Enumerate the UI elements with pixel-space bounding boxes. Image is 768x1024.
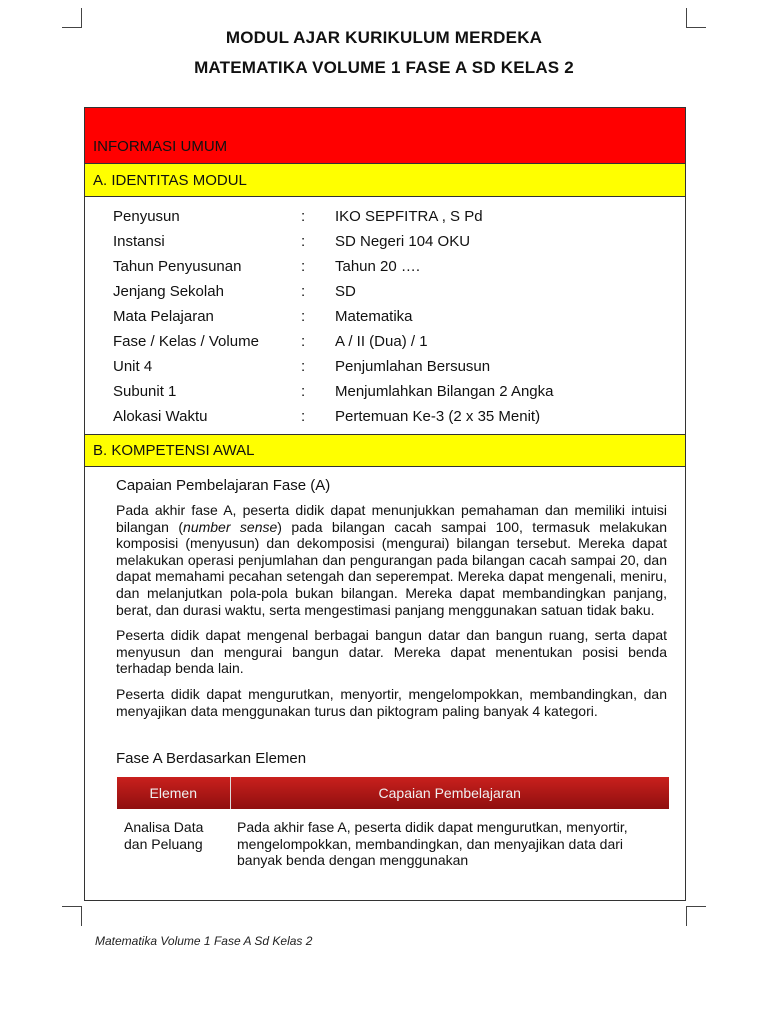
identity-label: Tahun Penyusunan xyxy=(113,258,242,275)
kompetensi-awal-section xyxy=(85,467,685,869)
identity-colon: : xyxy=(301,333,306,350)
elemen-heading: Fase A Berdasarkan Elemen xyxy=(116,750,307,768)
identity-colon: : xyxy=(301,258,306,275)
identity-colon: : xyxy=(301,358,306,375)
identity-value: A / II (Dua) / 1 xyxy=(335,333,428,350)
identity-value: Matematika xyxy=(335,308,413,325)
identity-value: Penjumlahan Bersusun xyxy=(335,358,491,375)
identity-value: Menjumlahkan Bilangan 2 Angka xyxy=(335,383,554,400)
identity-row xyxy=(113,254,685,279)
identity-value: SD xyxy=(335,283,356,300)
capaian-cell: Pada akhir fase A, peserta didik dapat mengurutkan, menyortir, mengelompokkan, membandingkan, dan menyajikan data dari banyak benda dengan menggunakan xyxy=(237,819,628,869)
cp-paragraph-3: Peserta didik dapat mengurutkan, menyortir, mengelompokkan, membandingkan, dan menyajikan data menggunakan turus dan piktogram paling banyak 4 kategori. xyxy=(116,685,667,719)
info-umum-header: INFORMASI UMUM xyxy=(85,108,685,164)
crop-mark-top-right xyxy=(686,8,706,28)
identity-label: Instansi xyxy=(113,233,165,250)
identitas-modul-header: A. IDENTITAS MODUL xyxy=(85,164,685,197)
crop-mark-bottom-right xyxy=(686,906,706,926)
identity-label: Fase / Kelas / Volume xyxy=(113,333,259,350)
kompetensi-awal-header: B. KOMPETENSI AWAL xyxy=(85,434,685,467)
identity-colon: : xyxy=(301,233,306,250)
crop-mark-top-left xyxy=(62,8,82,28)
identity-value: IKO SEPFITRA , S Pd xyxy=(335,208,483,225)
number-sense-term: number sense xyxy=(183,518,278,535)
identity-colon: : xyxy=(301,283,306,300)
identity-colon: : xyxy=(301,308,306,325)
cp-paragraph-2: Peserta didik dapat mengenal berbagai bangun datar dan bangun ruang, serta dapat menyusun dan mengurai bangun datar. Mereka dapat menentukan posisi benda terhadap benda lain. xyxy=(116,627,667,677)
identity-label: Mata Pelajaran xyxy=(113,308,214,325)
document-title-line2: MATEMATIKA VOLUME 1 FASE A SD KELAS 2 xyxy=(194,58,574,77)
identity-label: Unit 4 xyxy=(113,358,153,375)
module-frame xyxy=(84,107,686,901)
identity-value: SD Negeri 104 OKU xyxy=(335,233,471,250)
identity-row xyxy=(113,204,685,229)
document-title-line1: MODUL AJAR KURIKULUM MERDEKA xyxy=(225,28,543,47)
cp-heading: Capaian Pembelajaran Fase (A) xyxy=(116,477,331,494)
page-footer: Matematika Volume 1 Fase A Sd Kelas 2 xyxy=(95,934,313,948)
elemen-table xyxy=(117,777,669,869)
cp-paragraph-1-part-b: ) pada bilangan cacah sampai 100, termasuk melakukan komposisi (menyusun) dan dekomposisi (mengurai) bilangan tersebut. Mereka dapat melakukan operasi penjumlahan dan pengurangan pada bilangan cacah sampai 20, dan dapat memahami pecahan setengah dan seperempat. Mereka dapat mengenali, meniru, dan melanjutkan pola-pola bukan bilangan. Mereka dapat membandingkan panjang, berat, dan durasi waktu, serta mengestimasi panjang menggunakan satuan tidak baku. xyxy=(116,518,667,618)
identity-label: Subunit 1 xyxy=(113,383,177,400)
elemen-table-header-row xyxy=(117,777,669,809)
identitas-table xyxy=(85,197,685,434)
identity-label: Jenjang Sekolah xyxy=(113,283,224,300)
identity-value: Tahun 20 …. xyxy=(335,258,421,275)
identity-row xyxy=(113,229,685,254)
elemen-column-header: Elemen xyxy=(117,777,230,809)
identity-row xyxy=(113,279,685,304)
identity-colon: : xyxy=(301,383,306,400)
identity-colon: : xyxy=(301,408,306,425)
identity-row xyxy=(113,379,685,404)
cp-paragraph-1-part-a: Pada akhir fase A, peserta didik dapat menunjukkan pemahaman dan memiliki intuisi bilangan ( xyxy=(116,502,667,535)
identity-label: Penyusun xyxy=(113,208,180,225)
identity-row xyxy=(113,304,685,329)
elemen-cell: Analisa Data dan Peluang xyxy=(124,819,204,852)
identity-colon: : xyxy=(301,208,306,225)
identity-row xyxy=(113,354,685,379)
crop-mark-bottom-left xyxy=(62,906,82,926)
cp-paragraph-1 xyxy=(116,502,667,618)
identity-value: Pertemuan Ke-3 (2 x 35 Menit) xyxy=(335,408,541,425)
table-row xyxy=(117,809,669,869)
capaian-column-header: Capaian Pembelajaran xyxy=(230,777,669,809)
identity-row xyxy=(113,329,685,354)
identity-row xyxy=(113,404,685,429)
identity-label: Alokasi Waktu xyxy=(113,408,208,425)
